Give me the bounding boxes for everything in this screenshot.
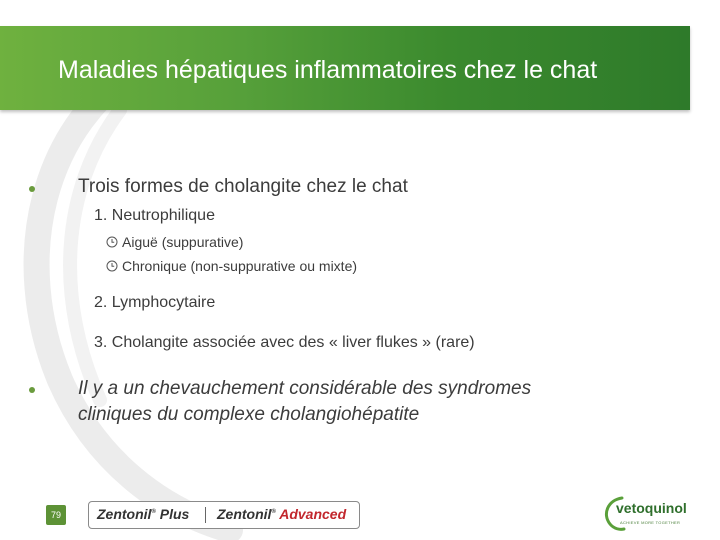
registered-mark: ®	[151, 509, 156, 515]
sub-item-2: 2. Lymphocytaire	[94, 294, 216, 311]
brand-suffix: Advanced	[279, 506, 347, 522]
sub-sub-item	[106, 234, 243, 250]
sub-sub-item	[106, 258, 357, 274]
bullet-1: Trois formes de cholangite chez le chat	[78, 176, 408, 197]
sub-sub-item-label: Chronique (non-suppurative ou mixte)	[122, 258, 358, 274]
slide-title: Maladies hépatiques inflammatoires chez le chat	[58, 56, 598, 84]
bullet-2-line-2: cliniques du complexe cholangiohépatite	[78, 404, 420, 425]
sub-item-3: 3. Cholangite associée avec des « liver flukes » (rare)	[94, 334, 475, 351]
brand-divider	[205, 507, 206, 523]
brand-name: Zentonil	[217, 506, 272, 522]
logo-tagline: ACHIEVE MORE TOGETHER	[620, 520, 681, 525]
sub-sub-item-label: Aiguë (suppurative)	[122, 234, 244, 250]
registered-mark: ®	[271, 509, 276, 515]
clock-icon	[106, 236, 118, 248]
bullet-2-line-1: Il y a un chevauchement considérable des syndromes	[78, 378, 532, 399]
bullet-dot	[29, 186, 35, 192]
brand-zentonil-plus	[97, 506, 189, 522]
logo-text: vetoquinol	[616, 500, 687, 516]
clock-icon	[106, 260, 118, 272]
vetoquinol-logo	[600, 492, 700, 532]
brand-zentonil-advanced	[217, 506, 346, 522]
brand-name: Zentonil	[97, 506, 152, 522]
page-number: 79	[46, 505, 66, 525]
bullet-dot	[29, 387, 35, 393]
sub-item-1: 1. Neutrophilique	[94, 207, 215, 224]
product-brand-bar	[88, 501, 360, 529]
brand-suffix: Plus	[159, 506, 190, 522]
